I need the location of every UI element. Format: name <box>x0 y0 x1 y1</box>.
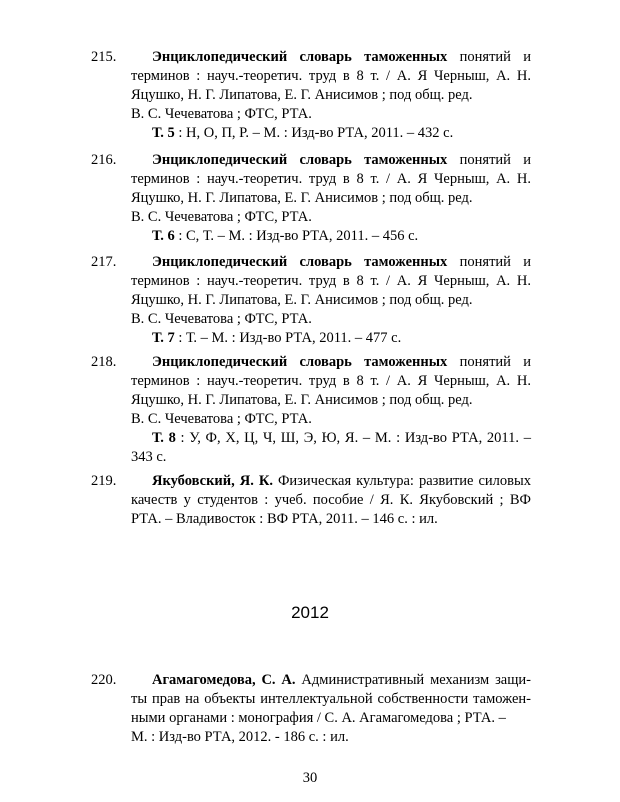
entry-line: терминов : науч.-теоретич. труд в 8 т. / А. Я Черныш, А. Н. <box>131 273 531 289</box>
entry-line: Яцушко, Н. Г. Липатова, Е. Г. Анисимов ; под общ. ред. <box>131 292 473 308</box>
page-number: 30 <box>302 770 318 786</box>
entry-line: РТА. – Владивосток : ВФ РТА, 2011. – 146 с. : ил. <box>131 511 438 527</box>
entry-title: Энциклопедический словарь таможенных <box>152 152 448 168</box>
entry-number: 215. <box>91 49 117 65</box>
entry-line: терминов : науч.-теоретич. труд в 8 т. / А. Я Черныш, А. Н. <box>131 171 531 187</box>
volume-label: Т. 6 <box>152 228 175 244</box>
entry-line: Якубовский, Я. К. Физическая культура: развитие силовых <box>152 473 531 489</box>
entry-line: терминов : науч.-теоретич. труд в 8 т. / А. Я Черныш, А. Н. <box>131 68 531 84</box>
entry-number: 218. <box>91 354 117 370</box>
entry-text <box>131 472 531 529</box>
entry-line: В. С. Чечеватова ; ФТС, РТА. <box>131 209 312 225</box>
entry-text <box>131 151 531 246</box>
entry-line: В. С. Чечеватова ; ФТС, РТА. <box>131 411 312 427</box>
entry-text <box>131 671 531 747</box>
entry-line: ты прав на объекты интеллектуальной собственности таможен- <box>131 691 531 707</box>
entry-line: Яцушко, Н. Г. Липатова, Е. Г. Анисимов ; под общ. ред. <box>131 87 473 103</box>
entry-text <box>131 353 531 467</box>
entry-line: М. : Изд-во РТА, 2012. - 186 с. : ил. <box>131 729 349 745</box>
entry-line: В. С. Чечеватова ; ФТС, РТА. <box>131 106 312 122</box>
entry-number: 216. <box>91 152 117 168</box>
entry-number: 219. <box>91 473 117 489</box>
entry-number: 220. <box>91 672 117 688</box>
volume-label: Т. 5 <box>152 125 175 141</box>
year-heading: 2012 <box>291 603 329 622</box>
entry-volume: Т. 5 : Н, О, П, Р. – М. : Изд-во РТА, 2011. – 432 с. <box>152 125 454 141</box>
entry-line: Энциклопедический словарь таможенных понятий и <box>152 354 532 370</box>
entry-line: ными органами : монография / С. А. Агамагомедова ; РТА. – <box>131 710 506 726</box>
entry-number: 217. <box>91 254 117 270</box>
entry-line: терминов : науч.-теоретич. труд в 8 т. / А. Я Черныш, А. Н. <box>131 373 531 389</box>
entry-line: Энциклопедический словарь таможенных понятий и <box>152 152 532 168</box>
entry-line: Энциклопедический словарь таможенных понятий и <box>152 49 532 65</box>
entry-author: Якубовский, Я. К. <box>152 473 273 489</box>
entry-line: Агамагомедова, С. А. Административный механизм защи- <box>152 672 531 688</box>
entry-line: качеств у студентов : учеб. пособие / Я. К. Якубовский ; ВФ <box>131 492 531 508</box>
entry-volume: Т. 8 : У, Ф, Х, Ц, Ч, Ш, Э, Ю, Я. – М. : Изд-во РТА, 2011. – <box>152 430 531 446</box>
entry-title: Энциклопедический словарь таможенных <box>152 49 448 65</box>
volume-label: Т. 8 <box>152 430 176 446</box>
entry-volume: Т. 7 : Т. – М. : Изд-во РТА, 2011. – 477 с. <box>152 330 402 346</box>
entry-title: Энциклопедический словарь таможенных <box>152 354 448 370</box>
volume-label: Т. 7 <box>152 330 175 346</box>
entry-text <box>131 48 531 143</box>
entry-line: Яцушко, Н. Г. Липатова, Е. Г. Анисимов ; под общ. ред. <box>131 392 473 408</box>
entry-line: Яцушко, Н. Г. Липатова, Е. Г. Анисимов ; под общ. ред. <box>131 190 473 206</box>
entry-title: Энциклопедический словарь таможенных <box>152 254 448 270</box>
entry-line: Энциклопедический словарь таможенных понятий и <box>152 254 532 270</box>
entry-line: В. С. Чечеватова ; ФТС, РТА. <box>131 311 312 327</box>
entry-line: 343 с. <box>131 449 167 465</box>
entry-text <box>131 253 531 348</box>
entry-volume: Т. 6 : С, Т. – М. : Изд-во РТА, 2011. – 456 с. <box>152 228 419 244</box>
entry-author: Агамагомедова, С. А. <box>152 672 296 688</box>
